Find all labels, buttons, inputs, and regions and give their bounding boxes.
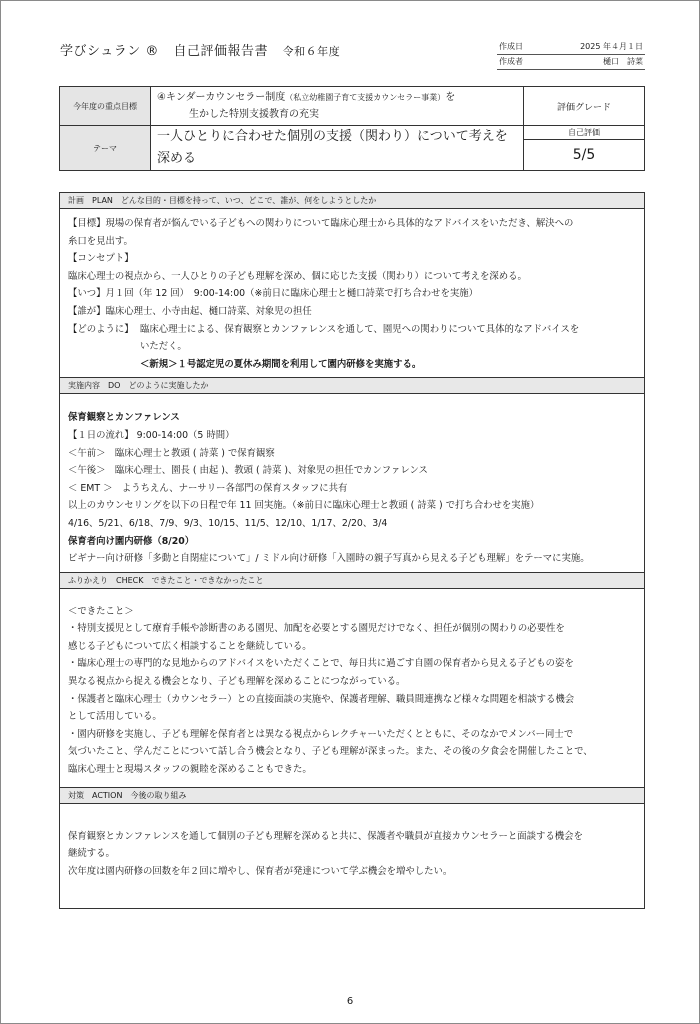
plan-how-line2: いただく。 — [140, 341, 187, 353]
plan-line: 【コンセプト】 — [68, 253, 134, 265]
self-evaluation-value: 5/5 — [572, 147, 596, 163]
plan-how-line3: ＜新規＞１号認定児の夏休み期間を利用して園内研修を実施する。 — [140, 358, 422, 370]
created-date: 2025 年４月１日 — [580, 42, 643, 51]
author-name: 樋口 詩菜 — [603, 57, 643, 66]
plan-how-line1: 臨床心理士による、保育観察とカンファレンスを通して、園児への関わりについて具体的なアドバイスを — [140, 323, 580, 335]
author-label: 作成者 — [499, 57, 523, 66]
check-line: ・園内研修を実施し、子ども理解を保育者とは異なる視点からレクチャーいただくとともに、そのなかでメンバー同士で — [68, 728, 574, 740]
do-line: 4/16、5/21、6/18、7/9、9/3、10/15、11/5、12/10、1/17、2/20、3/4 — [68, 517, 388, 529]
created-date-row — [497, 41, 645, 55]
self-evaluation-label: 自己評価 — [524, 126, 644, 140]
check-line: ＜できたこと＞ — [68, 605, 134, 617]
focus-goal — [151, 87, 524, 126]
evaluation-grade-label: 評価グレード — [524, 87, 645, 126]
do-heading: 実施内容 DO どのように実施したか — [60, 377, 644, 394]
do-line: 以上のカウンセリングを以下の日程で年 11 回実施。（※前日に臨床心理士と教頭 ( 詩菜 ) で打ち合わせを実施） — [68, 500, 540, 512]
check-line: 異なる視点から捉える機会となり、子ども理解を深めることにつながっている。 — [68, 676, 406, 688]
do-line: 【１日の流れ】 9:00-14:00（5 時間） — [68, 429, 235, 441]
pdca-sections — [59, 192, 645, 909]
page-number: 6 — [346, 996, 354, 1007]
action-line: 保育観察とカンファレンスを通して個別の子ども理解を深めると共に、保護者や職員が直接カウンセラーと面談する機会を — [68, 830, 583, 842]
focus-goal-line2: 生かした特別支援教育の充実 — [189, 109, 319, 120]
focus-goal-line1 — [157, 92, 455, 103]
do-body — [60, 394, 644, 571]
check-line: 気づいたこと、学んだことについて話し合う機会となり、子ども理解が深まった。また、その後の夕食会を開催したことで、 — [68, 746, 593, 758]
do-line: ＜午前＞ 臨床心理士と教頭 ( 詩菜 ) で保育観察 — [68, 447, 275, 459]
app-name: 学びシュラン ® — [60, 44, 159, 59]
check-line: として活用している。 — [68, 711, 162, 723]
do-line: 保育観察とカンファレンス — [68, 412, 180, 424]
check-line: 臨床心理士と現場スタッフの親睦を深めることもできた。 — [68, 764, 312, 776]
action-heading: 対策 ACTION 今後の取り組み — [60, 787, 644, 804]
author-row — [497, 56, 645, 70]
theme — [151, 126, 524, 171]
focus-goal-label: 今年度の重点目標 — [60, 87, 151, 126]
check-line: ・臨床心理士の専門的な見地からのアドバイスをいただくことで、毎日共に過ごす自園の保育者から見える子どもの姿を — [68, 658, 574, 670]
check-line: ・特別支援児として療育手帳や診断書のある園児、加配を必要とする園児だけでなく、担任が個別の関わりの必要性を — [68, 623, 565, 635]
action-body — [60, 804, 644, 909]
self-evaluation — [524, 126, 645, 171]
theme-line2: 深める — [157, 151, 197, 166]
plan-line: 【いつ】月１回（年 12 回） 9:00-14:00（※前日に臨床心理士と樋口詩菜で打ち合わせを実施） — [68, 288, 479, 300]
plan-line: 【目標】現場の保育者が悩んでいる子どもへの関わりについて臨床心理士から具体的なアドバイスをいただき、解決への — [68, 218, 574, 229]
check-line: 感じる子どもについて広く相談することを継続している。 — [68, 640, 312, 652]
action-line: 次年度は園内研修の回数を年２回に増やし、保育者が発達について学ぶ機会を増やしたい。 — [68, 865, 453, 877]
action-line: 継続する。 — [68, 848, 115, 860]
theme-line1: 一人ひとりに合わせた個別の支援（関わり）について考えを — [157, 129, 508, 144]
do-line: 保育者向け園内研修（8/20） — [68, 535, 195, 547]
info-table — [59, 86, 645, 171]
plan-body — [60, 209, 644, 377]
plan-how-label: 【どのように】 — [68, 323, 134, 335]
plan-line: 臨床心理士の視点から、一人ひとりの子ども理解を深め、個に応じた支援（関わり）について考えを深める。 — [68, 270, 527, 282]
fiscal-year: 令和６年度 — [282, 45, 341, 58]
do-line: ビギナー向け研修「多動と自閉症について」/ ミドル向け研修「入園時の親子写真から見える子ども理解」をテーマに実施。 — [68, 553, 590, 565]
check-line: ・保護者と臨床心理士（カウンセラー）との直接面談の実施や、保護者理解、職員間連携など様々な問題を相談する機会 — [68, 693, 575, 705]
focus-goal-end: を — [445, 92, 456, 103]
plan-how-row — [68, 321, 636, 339]
plan-heading: 計画 PLAN どんな目的・目標を持って、いつ、どこで、誰が、何をしようとしたか — [60, 193, 644, 209]
focus-goal-note: （私立幼稚園子育て支援カウンセラー事業） — [285, 93, 446, 102]
theme-label: テーマ — [60, 126, 151, 171]
plan-line: 糸口を見出す。 — [68, 235, 133, 247]
doc-title: 自己評価報告書 — [173, 44, 269, 59]
check-heading: ふりかえり CHECK できたこと・できなかったこと — [60, 572, 644, 589]
document-header — [60, 40, 340, 59]
do-line: ＜午後＞ 臨床心理士、園長 ( 由起 )、教頭 ( 詩菜 )、対象児の担任でカンファレンス — [68, 465, 428, 477]
created-date-label: 作成日 — [499, 42, 523, 51]
check-body — [60, 589, 644, 787]
plan-line: 【誰が】臨床心理士、小寺由起、樋口詩菜、対象児の担任 — [68, 305, 312, 317]
focus-goal-main: ④キンダーカウンセラー制度 — [157, 92, 286, 103]
do-line: ＜ EMT ＞ ようちえん、ナーサリー各部門の保育スタッフに共有 — [68, 482, 348, 494]
